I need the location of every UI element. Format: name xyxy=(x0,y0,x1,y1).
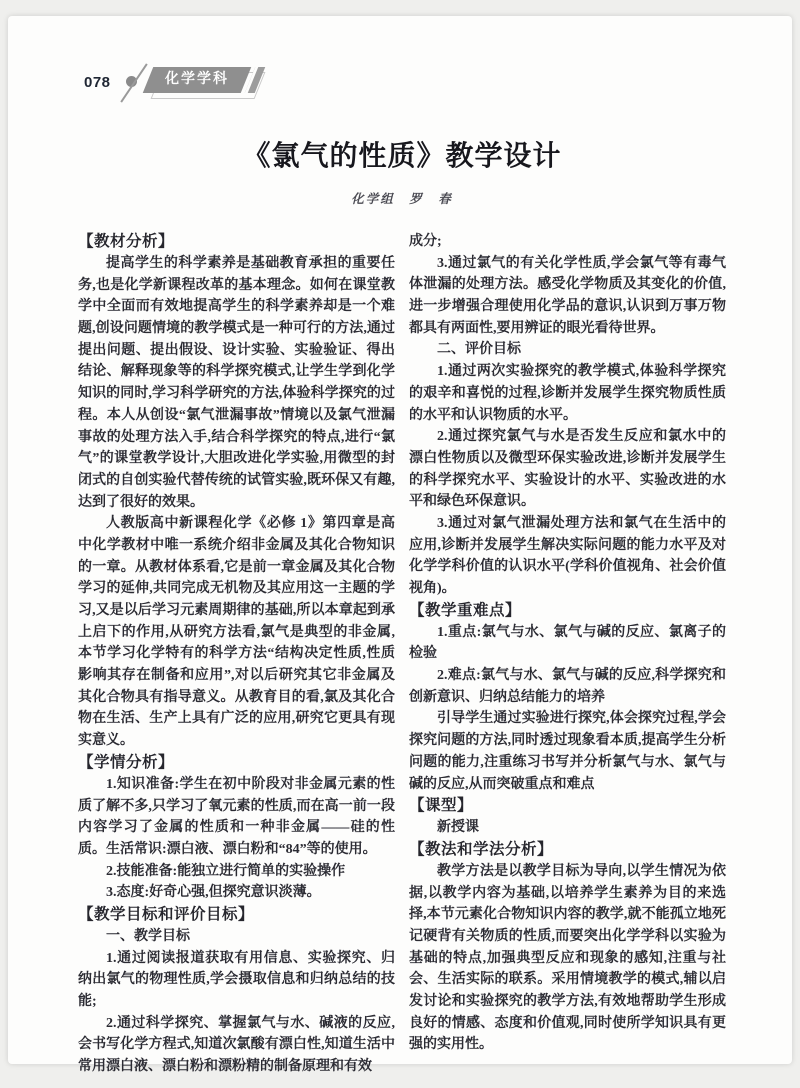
paragraph: 1.知识准备:学生在初中阶段对非金属元素的性质了解不多,只学习了氧元素的性质,而在高一前一段内容学习了金属的性质和一种非金属——硅的性质。生活常识:漂白液、漂白粉和“84”等的使用。 xyxy=(78,776,395,857)
paragraph: 3.态度:好奇心强,但探究意识淡薄。 xyxy=(106,885,321,901)
paragraph: 教学方法是以教学目标为导向,以学生情况为依据,以教学内容为基础,以培养学生素养为目的来选择,本节元素化合物知识内容的教学,就不能孤立地死记硬背有关物质的性质,而要突出化学学科以实验为基础的特点,加强典型反应和现象的感知,注重与社会、生活实际的联系。采用情境教学的模式,辅以启发讨论和实验探究的教学方法,有效地帮助学生形成良好的情感、态度和价值观,同时使所学知识具有更强的实用性。 xyxy=(409,863,726,1053)
paragraph: 3.通过对氯气泄漏处理方法和氯气在生活中的应用,诊断并发展学生解决实际问题的能力水平及对化学学科价值的认识水平(学科价值视角、社会价值视角)。 xyxy=(409,515,726,596)
paragraph: 1.重点:氯气与水、氯气与碱的反应、氯离子的检验 xyxy=(409,624,726,662)
subject-badge xyxy=(143,67,252,93)
byline: 化学组 罗 春 xyxy=(351,192,453,206)
section-heading: 【教材分析】 xyxy=(78,233,175,250)
left-column xyxy=(78,231,395,1078)
sub-heading: 二、评价目标 xyxy=(437,342,521,358)
sub-heading: 一、教学目标 xyxy=(106,928,190,944)
section-heading: 【教学目标和评价目标】 xyxy=(78,905,255,923)
article-body xyxy=(78,231,726,1078)
page-title: 《氯气的性质》教学设计 xyxy=(242,141,562,172)
page-number: 078 xyxy=(84,74,111,91)
paragraph: 2.难点:氯气与水、氯气与碱的反应,科学探究和创新意识、归纳总结能力的培养 xyxy=(409,668,726,705)
paragraph: 2.技能准备:能独立进行简单的实验操作 xyxy=(106,863,346,879)
paragraph: 2.通过探究氯气与水是否发生反应和氯水中的漂白性物质以及微型环保实验改进,诊断并发展学生的科学探究水平、实验设计的水平、实验改进的水平和绿色环保意识。 xyxy=(409,429,726,510)
paragraph: 人教版高中新课程化学《必修 1》第四章是高中化学教材中唯一系统介绍非金属及其化合物知识的一章。从教材体系看,它是前一章金属及其化合物学习的延伸,共同完成无机物及其应用这一主题的学习,又是以后学习元素周期律的基础,所以本章起到承上启下的作用,从研究方法看,氯气是典型的非金属,本节学习化学特有的科学方法“结构决定性质,性质影响其存在制备和应用”,对以后研究其它非金属及其化合物具有指导意义。从教育目的看,氯及其化合物在生活、生产上具有广泛的应用,研究它更具有现实意义。 xyxy=(78,516,395,749)
section-heading: 【教学重难点】 xyxy=(409,601,522,619)
paragraph: 2.通过科学探究、掌握氯气与水、碱液的反应,会书写化学方程式,知道次氯酸有漂白性,知道生活中常用漂白液、漂白粉和漂粉精的制备原理和有效 xyxy=(78,1015,395,1075)
paragraph: 1.通过两次实验探究的教学模式,体验科学探究的艰辛和喜悦的过程,诊断并发展学生探究物质性质的水平和认识物质的水平。 xyxy=(409,364,726,423)
section-heading: 【教法和学法分析】 xyxy=(409,840,554,858)
section-heading: 【课型】 xyxy=(409,797,474,815)
paragraph: 提高学生的科学素养是基础教育承担的重要任务,也是化学新课程改革的基本理念。如何在课堂教学中全面而有效地提高学生的科学素养却是一个难题,创设问题情境的教学模式是一种可行的方法,通过提出问题、提出假设、设计实验、实验验证、得出结论、解释现象等的科学探究模式,让学生学到化学知识的同时,学习科学研究的方法,体验科学探究的过程。本人从创设“氯气泄漏事故”情境以及氯气泄漏事故的处理方法入手,结合科学探究的特点,进行“氯气”的课堂教学设计,大胆改进化学实验,用微型的封闭式的自创实验代替传统的试管实验,既环保又有趣,达到了很好的效果。 xyxy=(78,256,395,510)
section-heading: 【学情分析】 xyxy=(78,753,175,771)
paragraph: 引导学生通过实验进行探究,体会探究过程,学会探究问题的方法,同时透过现象看本质,提高学生分析问题的能力,注重练习书写并分析氯气与水、氯气与碱的反应,从而突破重点和难点 xyxy=(409,711,726,792)
subject-badge-label: 化学学科 xyxy=(165,72,229,87)
document-page xyxy=(8,16,792,1075)
paragraph: 1.通过阅读报道获取有用信息、实验探究、归纳出氯气的物理性质,学会摄取信息和归纳总结的技能; xyxy=(78,950,395,1009)
paragraph: 3.通过氯气的有关化学性质,学会氯气等有毒气体泄漏的处理方法。感受化学物质及其变化的价值,进一步增强合理使用化学品的意识,认识到万事万物都具有两面性,要用辨证的眼光看待世界。 xyxy=(409,255,726,336)
page-header xyxy=(78,62,726,104)
paragraph-continuation: 成分; xyxy=(409,234,442,249)
paragraph: 新授课 xyxy=(437,820,479,836)
slash-decoration-icon xyxy=(120,63,147,102)
right-column xyxy=(409,231,726,1078)
